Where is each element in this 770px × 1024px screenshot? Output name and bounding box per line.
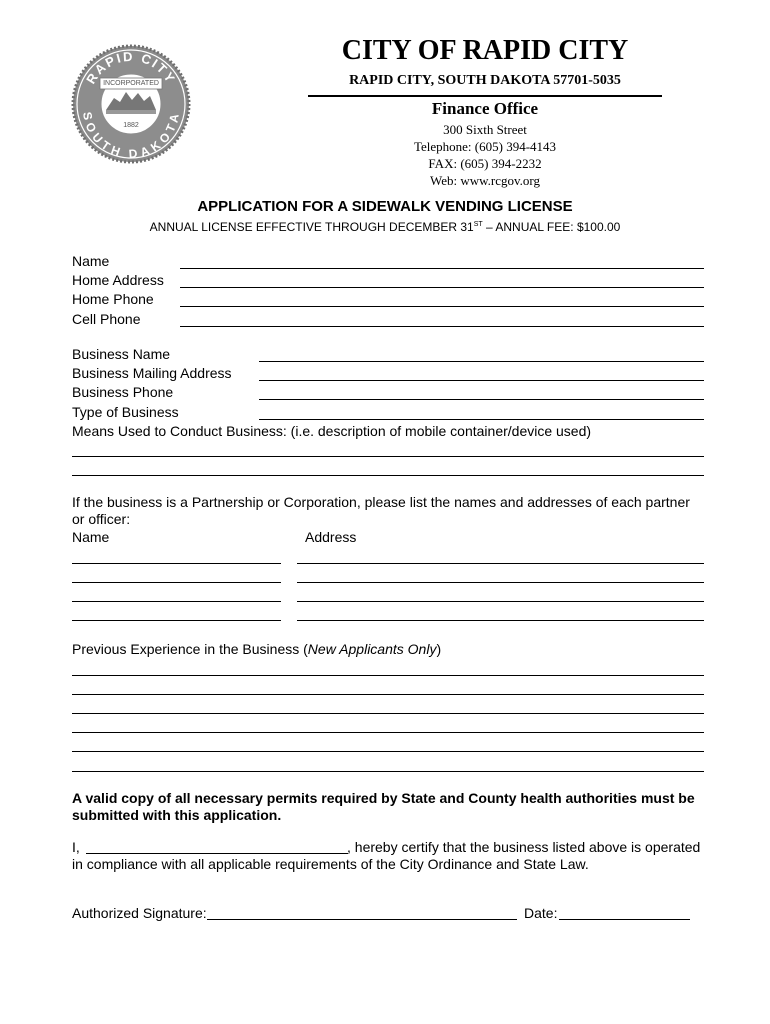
business-mailing-label: Business Mailing Address <box>72 365 232 381</box>
form-title: APPLICATION FOR A SIDEWALK VENDING LICENSE <box>197 198 573 215</box>
experience-input-line-4[interactable] <box>72 732 704 733</box>
home-phone-label: Home Phone <box>72 291 154 307</box>
finance-office: Finance Office <box>431 99 539 118</box>
city-title: CITY OF RAPID CITY <box>341 35 629 66</box>
svg-text:SOUTH DAKOTA <box>80 111 182 161</box>
business-mailing-input[interactable] <box>259 380 704 381</box>
seal-banner-text: INCORPORATED <box>103 80 159 87</box>
partner-address-input-1[interactable] <box>297 563 704 564</box>
partners-intro-line-2: or officer: <box>72 511 131 527</box>
header-divider <box>308 95 662 97</box>
seal-ring-text <box>70 38 192 170</box>
signature-input[interactable] <box>207 919 517 920</box>
permit-notice-line-2: submitted with this application. <box>72 807 282 823</box>
experience-label-b: ) <box>436 641 442 657</box>
means-input-line-1[interactable] <box>72 456 704 457</box>
certify-prefix: I, <box>72 839 80 855</box>
means-label: Means Used to Conduct Business: (i.e. description of mobile container/device used) <box>72 423 592 439</box>
experience-label <box>72 641 441 657</box>
fax: FAX: (605) 394-2232 <box>428 156 542 171</box>
business-phone-input[interactable] <box>259 399 704 400</box>
date-label: Date: <box>524 905 558 921</box>
partner-address-input-3[interactable] <box>297 601 704 602</box>
city-seal <box>70 38 192 170</box>
business-name-input[interactable] <box>259 361 704 362</box>
experience-input-line-3[interactable] <box>72 713 704 714</box>
svg-text:RAPID CITY <box>83 49 179 87</box>
experience-input-line-5[interactable] <box>72 751 704 752</box>
experience-input-line-6[interactable] <box>72 771 704 772</box>
type-of-business-label: Type of Business <box>72 404 179 420</box>
cell-phone-label: Cell Phone <box>72 311 141 327</box>
partner-name-input-4[interactable] <box>72 620 281 621</box>
cell-phone-input[interactable] <box>180 326 704 327</box>
telephone: Telephone: (605) 394-4143 <box>413 139 557 154</box>
type-of-business-input[interactable] <box>259 419 704 420</box>
means-input-line-2[interactable] <box>72 475 704 476</box>
experience-input-line-1[interactable] <box>72 675 704 676</box>
business-phone-label: Business Phone <box>72 384 174 400</box>
experience-label-a: Previous Experience in the Business ( <box>72 641 308 657</box>
partner-name-input-1[interactable] <box>72 563 281 564</box>
seal-bottom-text: SOUTH DAKOTA <box>80 110 182 162</box>
business-name-label: Business Name <box>72 346 171 362</box>
partners-address-header: Address <box>305 529 357 545</box>
website: Web: www.rcgov.org <box>429 173 541 188</box>
partner-name-input-3[interactable] <box>72 601 281 602</box>
name-label: Name <box>72 253 110 269</box>
seal-top-text: RAPID CITY <box>83 48 179 87</box>
partners-intro-line-1: If the business is a Partnership or Corporation, please list the names and addresses of each partner <box>72 494 690 510</box>
home-address-label: Home Address <box>72 272 164 288</box>
certify-line-2: in compliance with all applicable requirements of the City Ordinance and State Law. <box>72 856 589 872</box>
form-subtitle <box>0 216 770 236</box>
subtitle-sup: ST <box>473 221 483 228</box>
home-phone-input[interactable] <box>180 306 704 307</box>
certify-name-input[interactable] <box>86 853 348 854</box>
partner-address-input-4[interactable] <box>297 620 704 621</box>
street-address: 300 Sixth Street <box>443 122 527 137</box>
date-input[interactable] <box>559 919 690 920</box>
subtitle-part-b: – ANNUAL FEE: $100.00 <box>482 220 621 234</box>
experience-input-line-2[interactable] <box>72 694 704 695</box>
city-address: RAPID CITY, SOUTH DAKOTA 57701-5035 <box>349 73 621 88</box>
certify-suffix: , hereby certify that the business listed above is operated <box>347 839 701 855</box>
subtitle-part-a: ANNUAL LICENSE EFFECTIVE THROUGH DECEMBER 31 <box>149 220 474 234</box>
home-address-input[interactable] <box>180 287 704 288</box>
partners-name-header: Name <box>72 529 110 545</box>
seal-year: 1882 <box>123 122 139 129</box>
permit-notice-line-1: A valid copy of all necessary permits required by State and County health authorities must be <box>72 790 695 806</box>
experience-label-italic: New Applicants Only <box>307 641 437 657</box>
name-input[interactable] <box>180 268 704 269</box>
partner-address-input-2[interactable] <box>297 582 704 583</box>
signature-label: Authorized Signature: <box>72 905 207 921</box>
partner-name-input-2[interactable] <box>72 582 281 583</box>
